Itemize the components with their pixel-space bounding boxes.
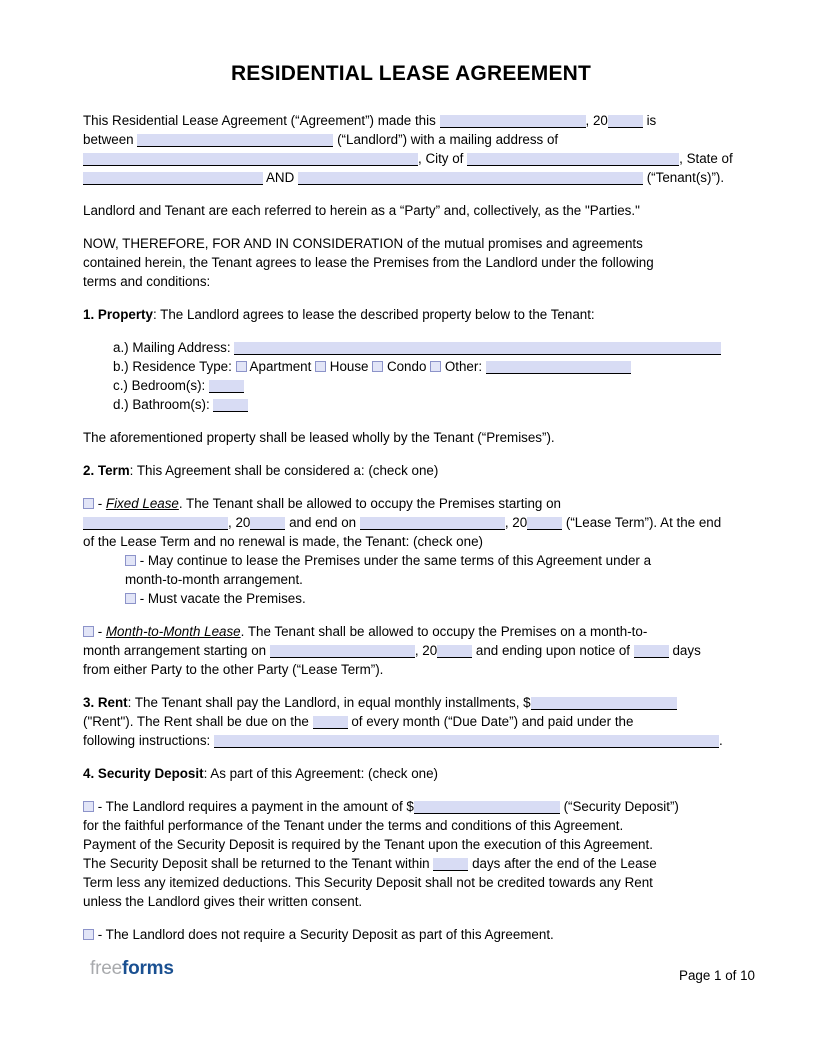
text-run: (“Landlord”) with a mailing address of: [333, 132, 559, 147]
text-run: of the Lease Term and no renewal is made, the Tenant: (check one): [83, 534, 483, 549]
text-line: [83, 764, 739, 783]
text-run: .: [719, 733, 723, 748]
text-line: [83, 622, 739, 641]
text-run: for the faithful performance of the Tenant under the terms and conditions of this Agreement.: [83, 818, 624, 833]
text-run: Other:: [441, 359, 486, 374]
text-line: [83, 253, 739, 272]
text-run: . The Tenant shall be allowed to occupy the Premises starting on: [178, 496, 561, 511]
mtm-start-year-field[interactable]: [437, 645, 472, 658]
text-run: contained herein, the Tenant agrees to lease the Premises from the Landlord under the following: [83, 255, 654, 270]
text-line: [83, 168, 739, 187]
text-line: [83, 816, 739, 835]
parties-paragraph: [83, 201, 739, 220]
text-line: [83, 797, 739, 816]
text-line: [83, 589, 739, 608]
fixed-lease-end-date-field[interactable]: [360, 517, 505, 530]
text-run: . The Tenant shall be allowed to occupy the Premises on a month-to-: [240, 624, 648, 639]
bathrooms-count-field[interactable]: [213, 399, 248, 412]
text-run: d.) Bathroom(s):: [113, 397, 214, 412]
text-line: [83, 357, 739, 376]
section-3-rent-clause: [83, 693, 739, 750]
text-run: following instructions:: [83, 733, 214, 748]
text-line: [83, 854, 739, 873]
text-run: The aforementioned property shall be leased wholly by the Tenant (“Premises”).: [83, 430, 555, 445]
mtm-start-date-field[interactable]: [270, 645, 415, 658]
text-line: [83, 461, 739, 480]
property-details-list: [83, 338, 739, 414]
residence-type-house-checkbox[interactable]: [315, 361, 326, 372]
residence-type-condo-checkbox[interactable]: [372, 361, 383, 372]
text-run: , 20: [414, 643, 438, 658]
text-run: 3. Rent: [83, 695, 128, 710]
text-run: 4. Security Deposit: [83, 766, 204, 781]
text-run: from either Party to the other Party (“Lease Term”).: [83, 662, 384, 677]
text-run: and ending upon notice of: [472, 643, 634, 658]
text-run: House: [326, 359, 373, 374]
text-line: [83, 338, 739, 357]
text-run: Landlord and Tenant are each referred to herein as a “Party” and, collectively, as the "Parties.": [83, 203, 640, 218]
security-deposit-amount-field[interactable]: [414, 801, 560, 814]
residence-type-other-checkbox[interactable]: [430, 361, 441, 372]
text-run: c.) Bedroom(s):: [113, 378, 209, 393]
fixed-lease-start-date-field[interactable]: [83, 517, 228, 530]
text-run: Fixed Lease: [105, 496, 179, 511]
text-run: Term less any itemized deductions. This Security Deposit shall not be credited towards any Rent: [83, 875, 653, 890]
text-run: is: [642, 113, 657, 128]
text-run: -: [94, 624, 106, 639]
residence-type-other-text-field[interactable]: [486, 361, 631, 374]
text-line: [83, 376, 739, 395]
text-line: [83, 925, 739, 944]
rent-amount-field[interactable]: [531, 697, 677, 710]
fixed-lease-end-year-field[interactable]: [527, 517, 562, 530]
text-run: Condo: [383, 359, 431, 374]
page-title: RESIDENTIAL LEASE AGREEMENT: [230, 62, 592, 85]
text-line: [83, 305, 739, 324]
text-run: terms and conditions:: [83, 274, 211, 289]
text-line: [83, 731, 739, 750]
text-run: month-to-month arrangement.: [125, 572, 303, 587]
text-line: [83, 428, 739, 447]
page-number: Page 1 of 10: [679, 968, 755, 983]
text-run: , State of: [679, 151, 733, 166]
section-1-property-heading: [83, 305, 739, 324]
text-run: 1. Property: [83, 307, 153, 322]
text-run: (“Security Deposit”): [559, 799, 679, 814]
text-run: AND: [263, 170, 298, 185]
document-body: [83, 62, 739, 958]
residence-type-apartment-checkbox[interactable]: [236, 361, 247, 372]
text-line: [83, 660, 739, 679]
text-run: (“Lease Term”). At the end: [562, 515, 722, 530]
property-mailing-address-field[interactable]: [234, 342, 721, 355]
text-line: [83, 570, 739, 589]
text-run: : This Agreement shall be considered a: (check one): [129, 463, 439, 478]
text-run: Apartment: [246, 359, 316, 374]
text-line: [83, 712, 739, 731]
text-line: [83, 395, 739, 414]
text-run: 2. Term: [83, 463, 130, 478]
text-line: [83, 892, 739, 911]
text-line: [83, 532, 739, 551]
security-deposit-required-checkbox[interactable]: [83, 801, 94, 812]
landlord-name-field[interactable]: [137, 134, 333, 147]
text-run: b.) Residence Type:: [113, 359, 236, 374]
text-run: unless the Landlord gives their written consent.: [83, 894, 363, 909]
text-run: The Security Deposit shall be returned to the Tenant within: [83, 856, 434, 871]
no-security-deposit-checkbox[interactable]: [83, 929, 94, 940]
text-run: a.) Mailing Address:: [113, 340, 235, 355]
text-line: [83, 494, 739, 513]
text-run: month arrangement starting on: [83, 643, 270, 658]
text-run: , City of: [418, 151, 468, 166]
text-run: and end on: [285, 515, 360, 530]
logo-free-text: free: [90, 958, 122, 979]
text-line: [83, 641, 739, 660]
section-4-security-deposit-heading: [83, 764, 739, 783]
fixed-lease-clause: [83, 494, 739, 608]
text-line: [83, 693, 739, 712]
text-line: [83, 873, 739, 892]
text-run: This Residential Lease Agreement (“Agreement”) made this: [83, 113, 440, 128]
deposit-required-clause: [83, 797, 739, 911]
payment-instructions-field[interactable]: [214, 735, 719, 748]
fixed-lease-checkbox[interactable]: [83, 498, 94, 509]
text-run: - The Landlord requires a payment in the amount of $: [94, 799, 414, 814]
text-line: [83, 201, 739, 220]
landlord-mailing-address-field[interactable]: [83, 153, 418, 166]
tenant-must-vacate-checkbox[interactable]: [125, 593, 136, 604]
text-run: Month-to-Month Lease: [105, 624, 241, 639]
text-run: : The Landlord agrees to lease the described property below to the Tenant:: [152, 307, 595, 322]
text-line: [83, 149, 739, 168]
text-run: days: [668, 643, 701, 658]
text-run: - May continue to lease the Premises under the same terms of this Agreement under a: [136, 553, 652, 568]
bedrooms-count-field[interactable]: [209, 380, 244, 393]
text-line: [83, 513, 739, 532]
text-line: [83, 835, 739, 854]
text-run: - Must vacate the Premises.: [136, 591, 306, 606]
agreement-day-field[interactable]: [440, 115, 586, 128]
text-run: days after the end of the Lease: [468, 856, 657, 871]
state-field[interactable]: [83, 172, 263, 185]
tenant-may-continue-checkbox[interactable]: [125, 555, 136, 566]
text-run: Payment of the Security Deposit is required by the Tenant upon the execution of this Agreement.: [83, 837, 653, 852]
text-run: between: [83, 132, 138, 147]
logo-forms-text: forms: [121, 958, 174, 979]
freeforms-logo: [90, 958, 174, 980]
text-run: NOW, THEREFORE, FOR AND IN CONSIDERATION of the mutual promises and agreements: [83, 236, 643, 251]
text-run: - The Landlord does not require a Security Deposit as part of this Agreement.: [94, 927, 554, 942]
rent-due-day-field[interactable]: [313, 716, 348, 729]
tenant-names-field[interactable]: [298, 172, 643, 185]
text-run: , 20: [585, 113, 608, 128]
section-2-term-heading: [83, 461, 739, 480]
text-run: (“Tenant(s)”).: [642, 170, 725, 185]
text-line: [83, 272, 739, 291]
text-run: -: [94, 496, 106, 511]
month-to-month-lease-checkbox[interactable]: [83, 626, 94, 637]
intro-paragraph: [83, 111, 739, 187]
text-run: , 20: [228, 515, 251, 530]
consideration-paragraph: [83, 234, 739, 291]
deposit-return-days-field[interactable]: [433, 858, 468, 871]
fixed-lease-start-year-field[interactable]: [250, 517, 285, 530]
text-line: [83, 111, 739, 130]
agreement-year-field[interactable]: [608, 115, 643, 128]
text-line: [83, 234, 739, 253]
text-line: [83, 130, 739, 149]
text-run: , 20: [504, 515, 528, 530]
text-run: ("Rent"). The Rent shall be due on the: [83, 714, 313, 729]
premises-paragraph: [83, 428, 739, 447]
mtm-notice-days-field[interactable]: [634, 645, 669, 658]
month-to-month-clause: [83, 622, 739, 679]
no-deposit-clause: [83, 925, 739, 944]
city-field[interactable]: [467, 153, 679, 166]
text-line: [83, 551, 739, 570]
text-run: : The Tenant shall pay the Landlord, in equal monthly installments, $: [127, 695, 531, 710]
document-content: [83, 111, 739, 944]
text-run: : As part of this Agreement: (check one): [203, 766, 439, 781]
text-run: of every month (“Due Date”) and paid under the: [347, 714, 634, 729]
